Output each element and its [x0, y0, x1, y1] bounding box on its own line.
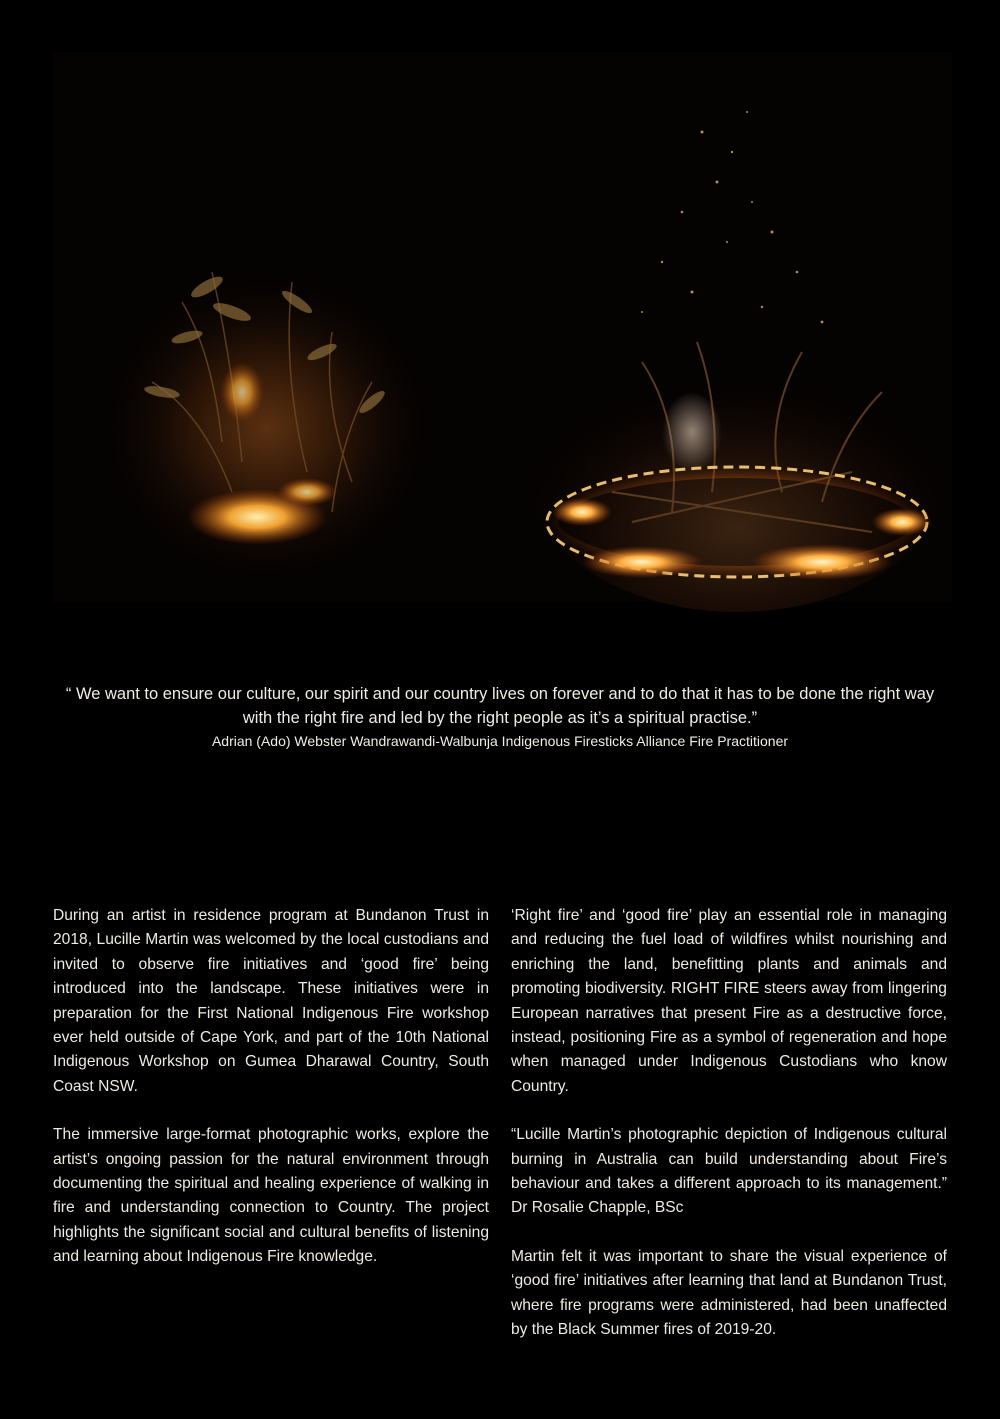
body-column-right	[511, 904, 947, 1367]
quote-block	[50, 682, 950, 752]
paragraph: “Lucille Martin’s photographic depiction of Indigenous cultural burning in Australia can build understanding about Fire’s behaviour and takes a different approach to its management.” Dr Rosalie Chapple, BSc	[511, 1126, 947, 1217]
fire-photo-left	[92, 242, 442, 582]
body-column-left	[53, 904, 489, 1294]
night-fire-undergrowth-image	[92, 242, 442, 582]
paragraph: Martin felt it was important to share the visual experience of ‘good fire’ initiatives after learning that land at Bundanon Trust, where fire programs were administered, had been unaffected by the Black Summer fires of 2019-20.	[511, 1247, 947, 1339]
paragraph: The immersive large-format photographic works, explore the artist’s ongoing passion for the natural environment through documenting the spiritual and healing experience of walking in fire and understanding connection to Country. The project highlights the significant social and cultural benefits of listening and learning about Indigenous Fire knowledge.	[53, 1126, 489, 1266]
quote-attribution: Adrian (Ado) Webster Wandrawandi-Walbunja Indigenous Firesticks Alliance Fire Practitioner	[211, 733, 789, 749]
night-fire-ring-image	[522, 92, 952, 612]
paragraph: ‘Right fire’ and ‘good fire’ play an essential role in managing and reducing the fuel load of wildfires whilst nourishing and enriching the land, benefitting plants and animals and promoting biodiversity. RIGHT FIRE steers away from lingering European narratives that present Fire as a destructive force, instead, positioning Fire as a symbol of regeneration and hope when managed under Indigenous Custodians who know Country.	[511, 907, 947, 1095]
fire-photo-right	[522, 92, 952, 612]
pull-quote: “ We want to ensure our culture, our spirit and our country lives on forever and to do that it has to be done the right way with the right fire and led by the right people as it’s a spiritual practise.”	[65, 685, 935, 727]
paragraph: During an artist in residence program at Bundanon Trust in 2018, Lucille Martin was welcomed by the local custodians and invited to observe fire initiatives and ‘good fire’ being introduced into the landscape. These initiatives were in preparation for the First National Indigenous Fire workshop ever held outside of Cape York, and part of the 10th National Indigenous Workshop on Gumea Dharawal Country, South Coast NSW.	[53, 907, 489, 1095]
photo-band	[52, 52, 952, 602]
